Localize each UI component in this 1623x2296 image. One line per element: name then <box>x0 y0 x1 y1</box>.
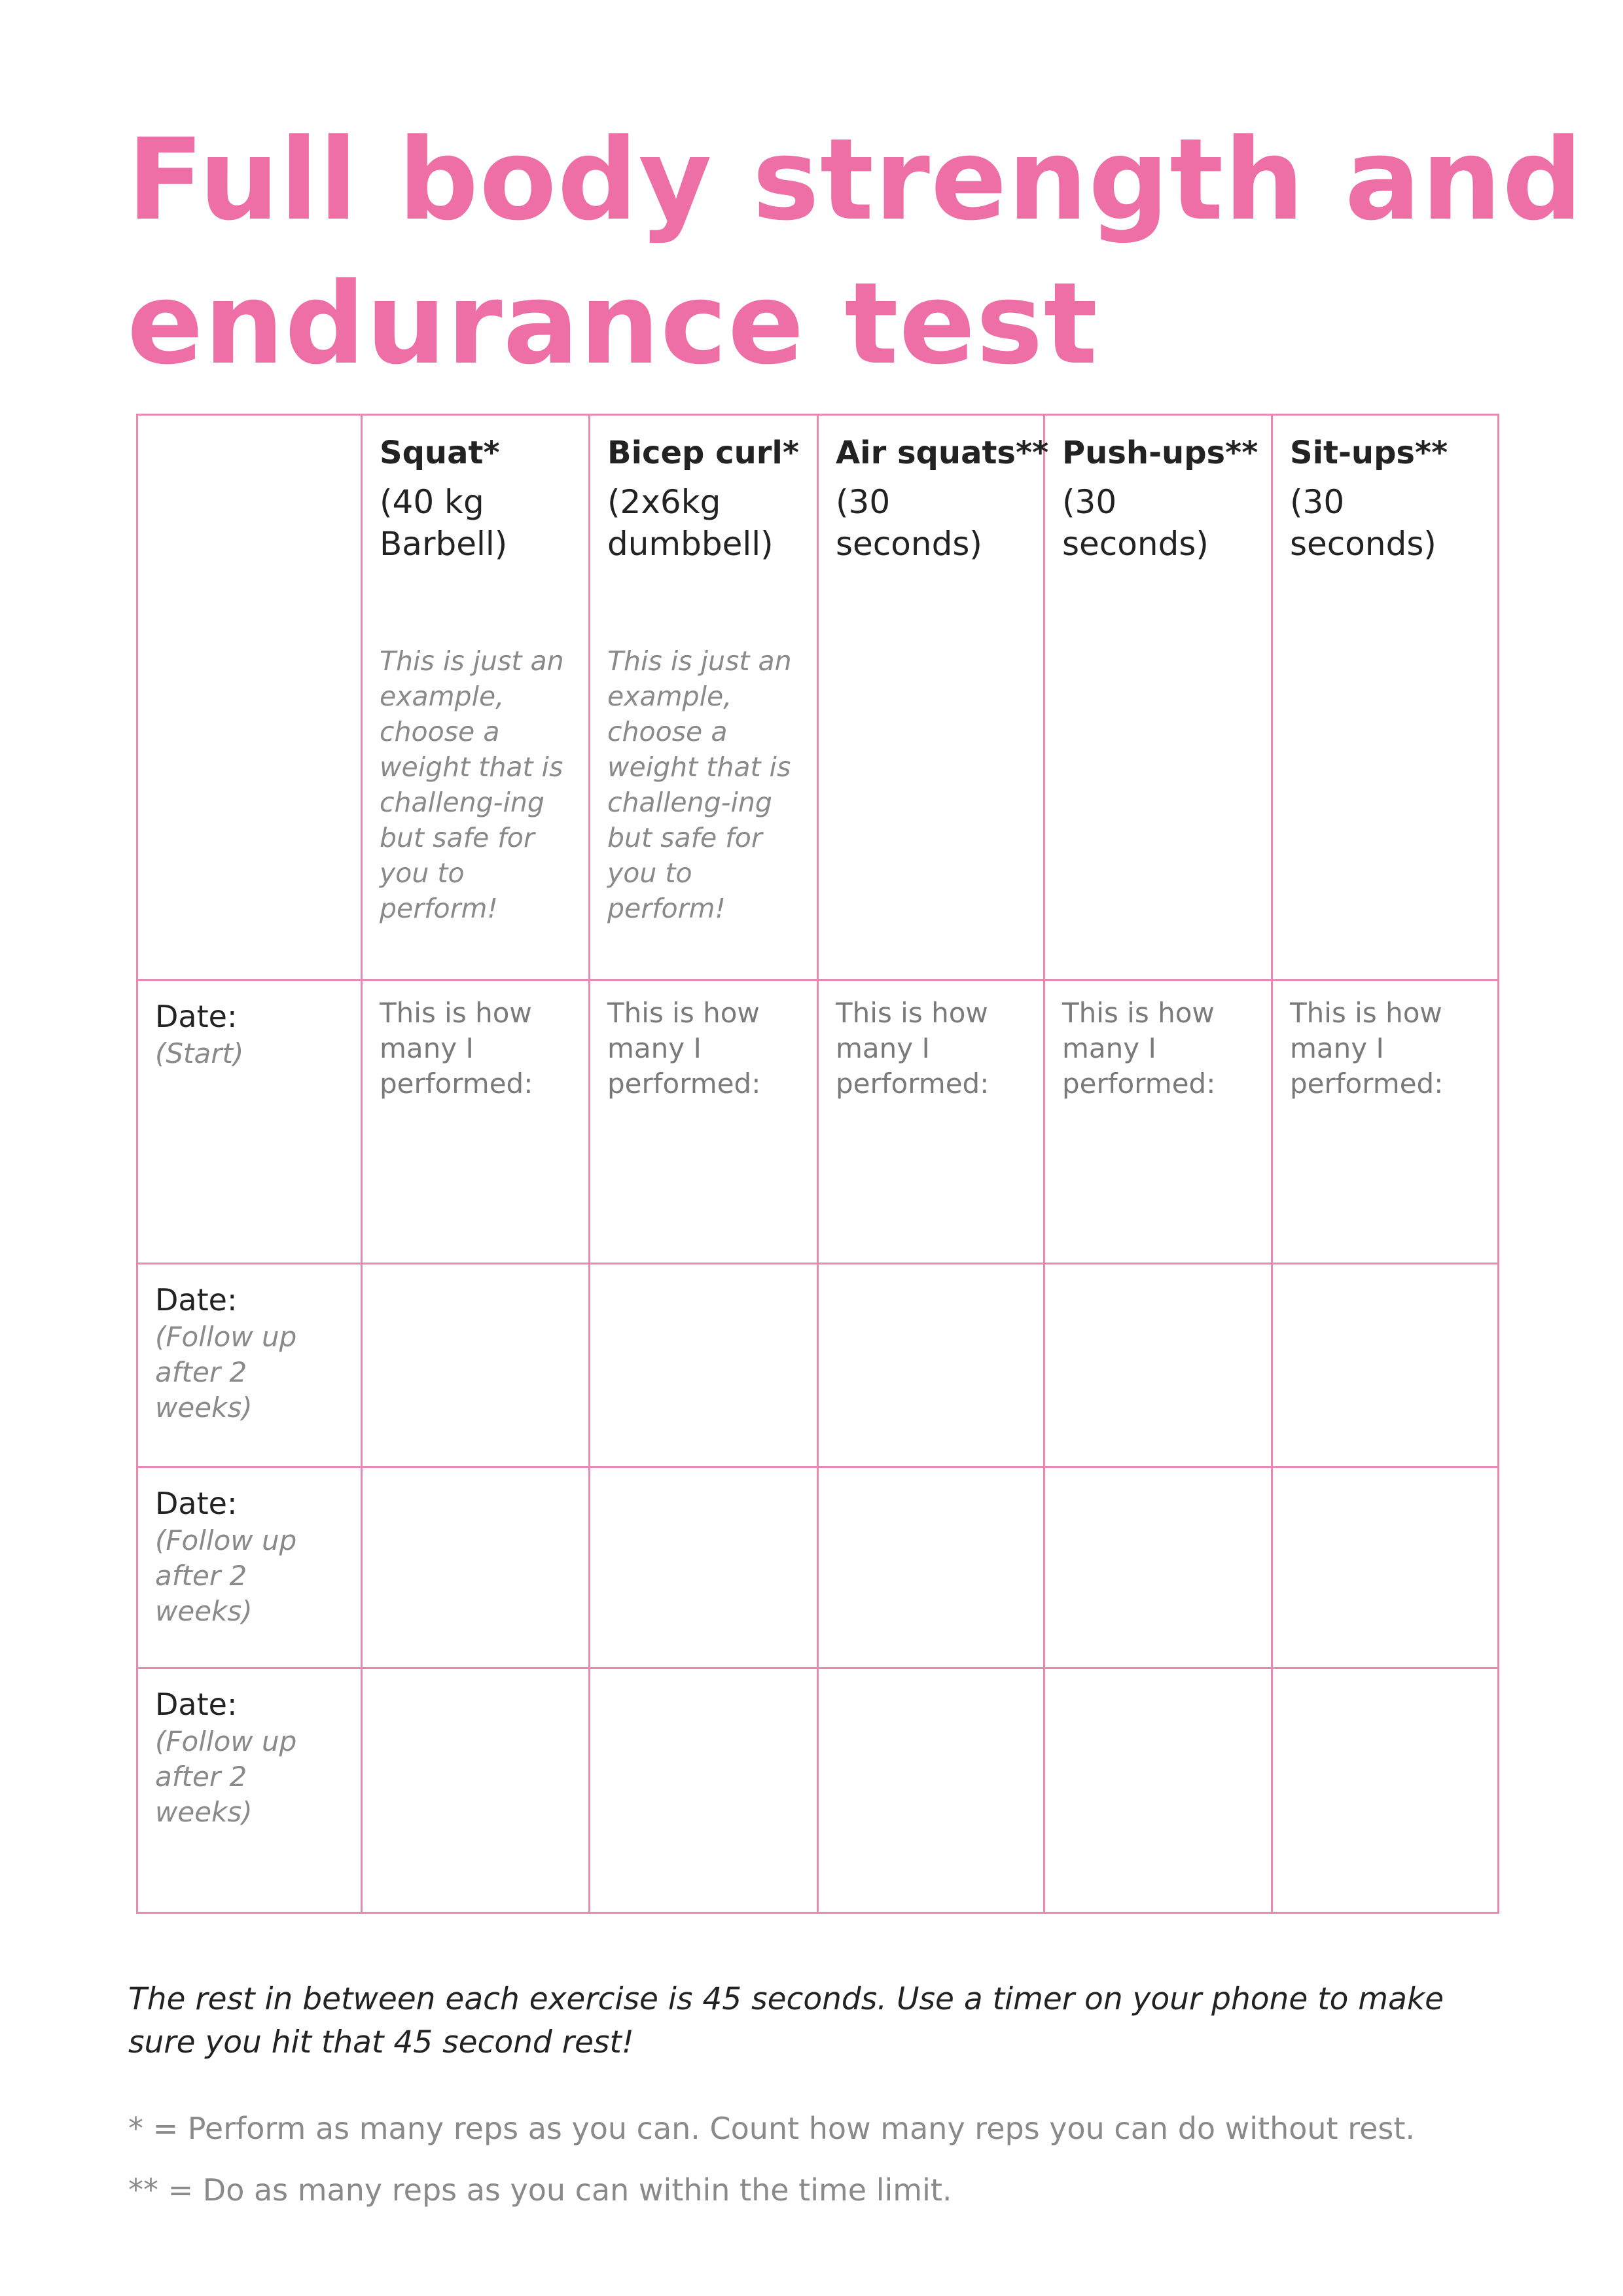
header-cell-sit-ups <box>1272 415 1499 980</box>
result-cell[interactable] <box>818 1668 1044 1913</box>
exercise-detail-line: (2x6kg <box>607 483 721 521</box>
result-cell[interactable] <box>818 1264 1044 1467</box>
result-cell[interactable] <box>362 1467 590 1668</box>
table-row-follow-up <box>137 1264 1499 1467</box>
performed-prompt: This is how many I performed: <box>1290 997 1444 1100</box>
table-row-start <box>137 980 1499 1264</box>
date-sublabel: (Start) <box>155 1037 244 1069</box>
result-cell[interactable] <box>1044 1467 1272 1668</box>
date-sublabel: (Follow up after 2 weeks) <box>155 1524 297 1627</box>
result-cell[interactable] <box>590 1467 818 1668</box>
performed-prompt: This is how many I performed: <box>836 997 990 1100</box>
exercise-detail <box>836 481 1026 565</box>
header-cell-bicep-curl <box>590 415 818 980</box>
performed-prompt: This is how many I performed: <box>380 997 533 1100</box>
rest-instruction: The rest in between each exercise is 45 seconds. Use a timer on your phone to make sure you hit that 45 second rest! <box>128 1981 1444 2060</box>
date-sublabel: (Follow up after 2 weeks) <box>155 1321 297 1424</box>
exercise-detail-line: (30 <box>1290 483 1345 521</box>
exercise-name: Sit-ups** <box>1290 435 1448 471</box>
table-header-row <box>137 415 1499 980</box>
result-cell[interactable] <box>362 1264 590 1467</box>
date-label-cell <box>137 1467 362 1668</box>
result-cell[interactable] <box>590 1264 818 1467</box>
exercise-detail-line: seconds) <box>1290 525 1436 563</box>
strength-test-table <box>136 414 1499 1914</box>
performed-prompt: This is how many I performed: <box>607 997 761 1100</box>
header-cell-air-squats <box>818 415 1049 980</box>
exercise-detail-line: seconds) <box>836 525 982 563</box>
result-cell[interactable] <box>818 980 1044 1264</box>
result-cell[interactable] <box>1272 980 1499 1264</box>
exercise-detail-line: (30 <box>1062 483 1117 521</box>
exercise-note: This is just an example, choose a weight that is challeng-ing but safe for you to perform! <box>380 645 564 924</box>
exercise-detail <box>1062 481 1254 565</box>
exercise-name: Squat* <box>380 435 500 471</box>
result-cell[interactable] <box>1044 980 1272 1264</box>
exercise-detail-line: seconds) <box>1062 525 1209 563</box>
date-label: Date: <box>155 1486 238 1521</box>
result-cell[interactable] <box>1272 1264 1499 1467</box>
exercise-detail-line: Barbell) <box>380 525 508 563</box>
exercise-detail-line: dumbbell) <box>607 525 774 563</box>
header-cell-push-ups <box>1044 415 1272 980</box>
date-label-cell <box>137 1264 362 1467</box>
date-sublabel: (Follow up after 2 weeks) <box>155 1725 297 1828</box>
exercise-name: Push-ups** <box>1062 435 1258 471</box>
date-label-cell <box>137 1668 362 1913</box>
header-empty-cell <box>137 415 362 980</box>
result-cell[interactable] <box>590 1668 818 1913</box>
exercise-detail <box>1290 481 1480 565</box>
result-cell[interactable] <box>1044 1668 1272 1913</box>
date-label: Date: <box>155 1282 238 1318</box>
title-line-2: endurance test <box>127 258 1098 389</box>
footnote-single-asterisk: * = Perform as many reps as you can. Count how many reps you can do without rest. <box>128 2111 1416 2146</box>
table-row-follow-up <box>137 1467 1499 1668</box>
exercise-detail-line: (40 kg <box>380 483 484 521</box>
footnote-double-asterisk: ** = Do as many reps as you can within the time limit. <box>128 2172 952 2208</box>
result-cell[interactable] <box>362 980 590 1264</box>
date-label-cell <box>137 980 362 1264</box>
header-cell-squat <box>362 415 590 980</box>
exercise-name: Bicep curl* <box>607 435 799 471</box>
table-row-follow-up <box>137 1668 1499 1913</box>
result-cell[interactable] <box>1272 1467 1499 1668</box>
exercise-name: Air squats** <box>836 435 1049 471</box>
title-line-1: Full body strength and <box>127 114 1584 245</box>
result-cell[interactable] <box>818 1467 1044 1668</box>
result-cell[interactable] <box>362 1668 590 1913</box>
exercise-detail <box>607 481 800 565</box>
result-cell[interactable] <box>1044 1264 1272 1467</box>
date-label: Date: <box>155 999 238 1034</box>
exercise-detail-line: (30 <box>836 483 891 521</box>
date-label: Date: <box>155 1687 238 1722</box>
result-cell[interactable] <box>590 980 818 1264</box>
exercise-detail <box>380 481 571 565</box>
result-cell[interactable] <box>1272 1668 1499 1913</box>
exercise-note: This is just an example, choose a weight that is challeng-ing but safe for you to perform! <box>607 645 792 924</box>
performed-prompt: This is how many I performed: <box>1062 997 1216 1100</box>
page-title <box>127 108 1584 396</box>
